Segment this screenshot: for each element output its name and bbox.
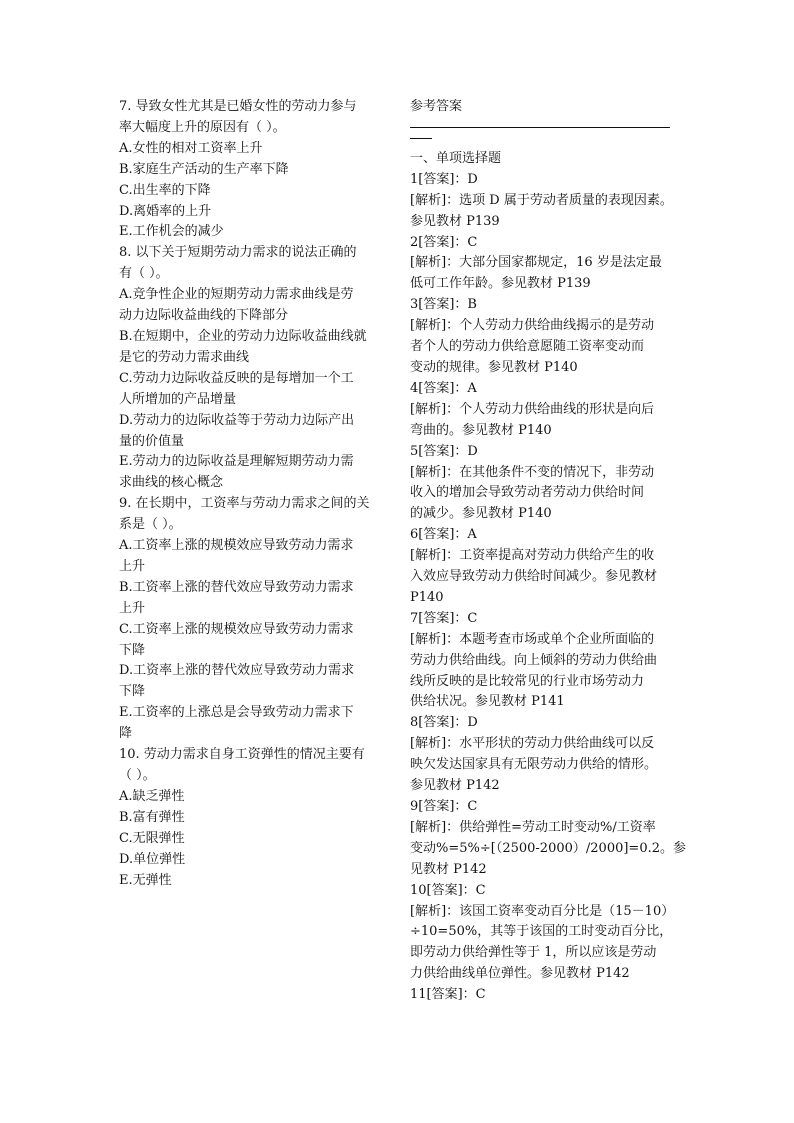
answer-text-line: [解析]：供给弹性=劳动工时变动%/工资率 bbox=[410, 819, 656, 835]
answer-text-line: [解析]：本题考查市场或单个企业所面临的 bbox=[410, 631, 655, 647]
answer-text-line: 1[答案]：D bbox=[410, 171, 478, 187]
answers-column bbox=[410, 97, 686, 1006]
answer-text-line: 劳动力供给曲线。向上倾斜的劳动力供给曲 bbox=[410, 652, 658, 668]
answer-line-tail bbox=[410, 138, 432, 149]
answer-text-line: ÷10=50%，其等于该国的工时变动百分比， bbox=[410, 924, 673, 940]
answer-text-line: [解析]：个人劳动力供给曲线的形状是向后 bbox=[410, 401, 655, 417]
question-line: 下降 bbox=[119, 642, 146, 658]
answer-text-line: 线所反映的是比较常见的行业市场劳动力 bbox=[410, 673, 645, 689]
answer-text-line: 变动的规律。参见教材 P140 bbox=[410, 359, 578, 375]
question-line: 有（ ）。 bbox=[119, 266, 169, 282]
answer-text-line: 映欠发达国家具有无限劳动力供给的情形。 bbox=[410, 757, 658, 773]
answer-text-line: [解析]：该国工资率变动百分比是（15－10） bbox=[410, 903, 675, 919]
answer-text-line: [解析]：选项 D 属于劳动者质量的表现因素。 bbox=[410, 192, 673, 208]
answer-text-line: 4[答案]：A bbox=[410, 380, 477, 396]
answer-text-line: 参见教材 P139 bbox=[410, 213, 500, 229]
question-line: D.工资率上涨的替代效应导致劳动力需求 bbox=[119, 663, 355, 679]
question-line: 7. 导致女性尤其是已婚女性的劳动力参与 bbox=[119, 99, 357, 114]
question-line: 9. 在长期中，工资率与劳动力需求之间的关 bbox=[119, 496, 370, 512]
answer-text-line: 5[答案]：D bbox=[410, 443, 478, 459]
question-line: （ ）。 bbox=[119, 768, 156, 783]
answer-text-line: [解析]：工资率提高对劳动力供给产生的收 bbox=[410, 548, 655, 564]
answer-text-line: [解析]：水平形状的劳动力供给曲线可以反 bbox=[410, 736, 655, 752]
answers-title: 参考答案 bbox=[410, 99, 463, 114]
question-line: A.竞争性企业的短期劳动力需求曲线是劳 bbox=[119, 287, 354, 303]
answer-text-line: 即劳动力供给弹性等于 1，所以应该是劳动 bbox=[410, 945, 657, 961]
question-line: 10. 劳动力需求自身工资弹性的情况主要有 bbox=[119, 747, 365, 763]
answer-text-line: 6[答案]：A bbox=[410, 527, 477, 543]
answer-text-line: 变动%=5%÷[（2500-2000）/2000]=0.2。参 bbox=[410, 840, 686, 856]
question-line: E.工作机会的减少 bbox=[119, 224, 224, 240]
question-line: D.离婚率的上升 bbox=[119, 203, 212, 219]
question-line: E.劳动力的边际收益是理解短期劳动力需 bbox=[119, 454, 354, 470]
question-line: B.工资率上涨的替代效应导致劳动力需求 bbox=[119, 579, 354, 595]
answer-text-line: [解析]：大部分国家都规定，16 岁是法定最 bbox=[410, 255, 662, 271]
question-line: A.缺乏弹性 bbox=[119, 788, 185, 804]
answer-list bbox=[410, 170, 686, 1006]
answer-text-line: 收入的增加会导致劳动者劳动力供给时间 bbox=[410, 485, 645, 501]
answer-text-line: 11[答案]：C bbox=[410, 987, 486, 1003]
question-line: D.劳动力的边际收益等于劳动力边际产出 bbox=[119, 412, 355, 428]
answer-text-line: 7[答案]：C bbox=[410, 610, 478, 626]
question-line: D.单位弹性 bbox=[119, 851, 186, 867]
answer-text-line: 力供给曲线单位弹性。参见教材 P142 bbox=[410, 966, 630, 982]
answer-text-line: [解析]：个人劳动力供给曲线揭示的是劳动 bbox=[410, 318, 655, 334]
question-line: 是它的劳动力需求曲线 bbox=[119, 349, 250, 365]
question-line: 求曲线的核心概念 bbox=[119, 475, 224, 491]
answer-text-line: 者个人的劳动力供给意愿随工资率变动而 bbox=[410, 339, 645, 355]
question-line: C.出生率的下降 bbox=[119, 182, 211, 198]
questions-column bbox=[119, 97, 389, 891]
question-line: 系是（ ）。 bbox=[119, 517, 182, 533]
answer-text-line: 2[答案]：C bbox=[410, 234, 478, 250]
question-line: E.工资率的上涨总是会导致劳动力需求下 bbox=[119, 705, 354, 721]
question-line: 量的价值量 bbox=[119, 433, 185, 449]
answer-text-line: 10[答案]：C bbox=[410, 882, 486, 898]
answer-text-line: 参见教材 P142 bbox=[410, 778, 500, 794]
question-line: A.女性的相对工资率上升 bbox=[119, 140, 263, 156]
question-line: C.无限弹性 bbox=[119, 830, 185, 846]
answer-text-line: P140 bbox=[410, 589, 444, 605]
question-line: 人所增加的产品增量 bbox=[119, 391, 237, 407]
answer-text-line: 9[答案]：C bbox=[410, 799, 478, 814]
answer-text-line: 入效应导致劳动力供给时间减少。参见教材 bbox=[410, 569, 658, 585]
section-heading: 一、单项选择题 bbox=[410, 150, 502, 166]
answer-text-line: 3[答案]：B bbox=[410, 297, 477, 313]
question-line: A.工资率上涨的规模效应导致劳动力需求 bbox=[119, 538, 354, 554]
answer-text-line: 见教材 P142 bbox=[410, 861, 487, 877]
question-line: B.富有弹性 bbox=[119, 809, 185, 825]
question-line: 上升 bbox=[119, 558, 146, 574]
question-line: C.劳动力边际收益反映的是每增加一个工 bbox=[119, 370, 354, 386]
question-line: B.家庭生产活动的生产率下降 bbox=[119, 161, 289, 177]
answer-text-line: 弯曲的。参见教材 P140 bbox=[410, 422, 552, 438]
question-line: C.工资率上涨的规模效应导致劳动力需求 bbox=[119, 621, 354, 637]
answer-text-line: 供给状况。参见教材 P141 bbox=[410, 694, 565, 710]
question-line: 下降 bbox=[119, 684, 146, 700]
answer-line bbox=[410, 127, 670, 128]
answer-text-line: 的减少。参见教材 P140 bbox=[410, 506, 552, 522]
answer-text-line: 低可工作年龄。参见教材 P139 bbox=[410, 276, 591, 292]
question-line: 动力边际收益曲线的下降部分 bbox=[119, 308, 289, 324]
question-line: B.在短期中，企业的劳动力边际收益曲线就 bbox=[119, 328, 367, 344]
answer-text-line: 8[答案]：D bbox=[410, 715, 478, 731]
question-line: 上升 bbox=[119, 600, 146, 616]
question-line: 率大幅度上升的原因有（ ）。 bbox=[119, 119, 286, 135]
question-line: E.无弹性 bbox=[119, 872, 172, 888]
question-line: 8. 以下关于短期劳动力需求的说法正确的 bbox=[119, 245, 357, 261]
question-line: 降 bbox=[119, 726, 133, 742]
answer-text-line: [解析]：在其他条件不变的情况下，非劳动 bbox=[410, 464, 655, 480]
